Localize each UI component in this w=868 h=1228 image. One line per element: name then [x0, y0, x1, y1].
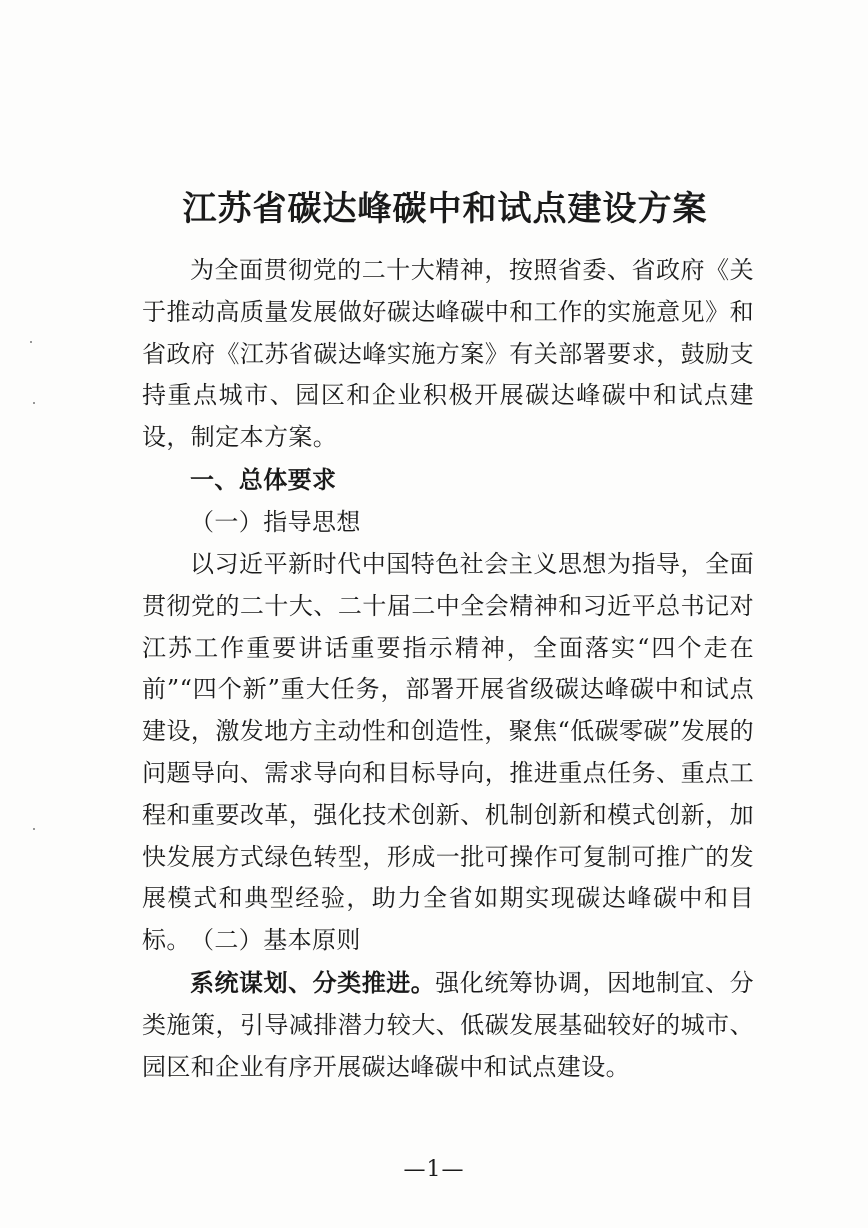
subsection-heading-guiding-ideology: （一）指导思想: [190, 508, 361, 536]
document-title: 江苏省碳达峰碳中和试点建设方案: [182, 189, 708, 229]
scan-speck: [33, 828, 35, 830]
guiding-ideology-paragraph: 以习近平新时代中国特色社会主义思想为指导，全面贯彻党的二十大、二十届二中全会精神和习近平总书记对江苏工作重要讲话重要指示精神，全面落实“四个走在前”“四个新”重大任务，部署开展省级碳达峰碳中和试点建设，激发地方主动性和创造性，聚焦“低碳零碳”发展的问题导向、需求导向和目标导向，推进重点任务、重点工程和重要改革，强化技术创新、机制创新和模式创新，加快发展方式绿色转型，形成一批可操作可复制可推广的发展模式和典型经验，助力全省如期实现碳达峰碳中和目标。: [142, 550, 754, 955]
principle-paragraph: [142, 962, 754, 1088]
page-number: —1—: [403, 1157, 465, 1182]
section-heading-general-requirements: 一、总体要求: [190, 466, 337, 494]
principle-body: 强化统筹协调，因地制宜、分类施策，引导减排潜力较大、低碳发展基础较好的城市、园区和企业有序开展碳达峰碳中和试点建设。: [142, 969, 755, 1081]
scan-speck: [33, 402, 35, 404]
intro-paragraph: 为全面贯彻党的二十大精神，按照省委、省政府《关于推动高质量发展做好碳达峰碳中和工作的实施意见》和省政府《江苏省碳达峰实施方案》有关部署要求，鼓励支持重点城市、园区和企业积极开展碳达峰碳中和试点建设，制定本方案。: [142, 256, 754, 452]
subsection-heading-basic-principles: （二）基本原则: [190, 926, 361, 954]
principle-lead: 系统谋划、分类推进。: [190, 968, 436, 997]
scan-speck: [30, 341, 32, 343]
